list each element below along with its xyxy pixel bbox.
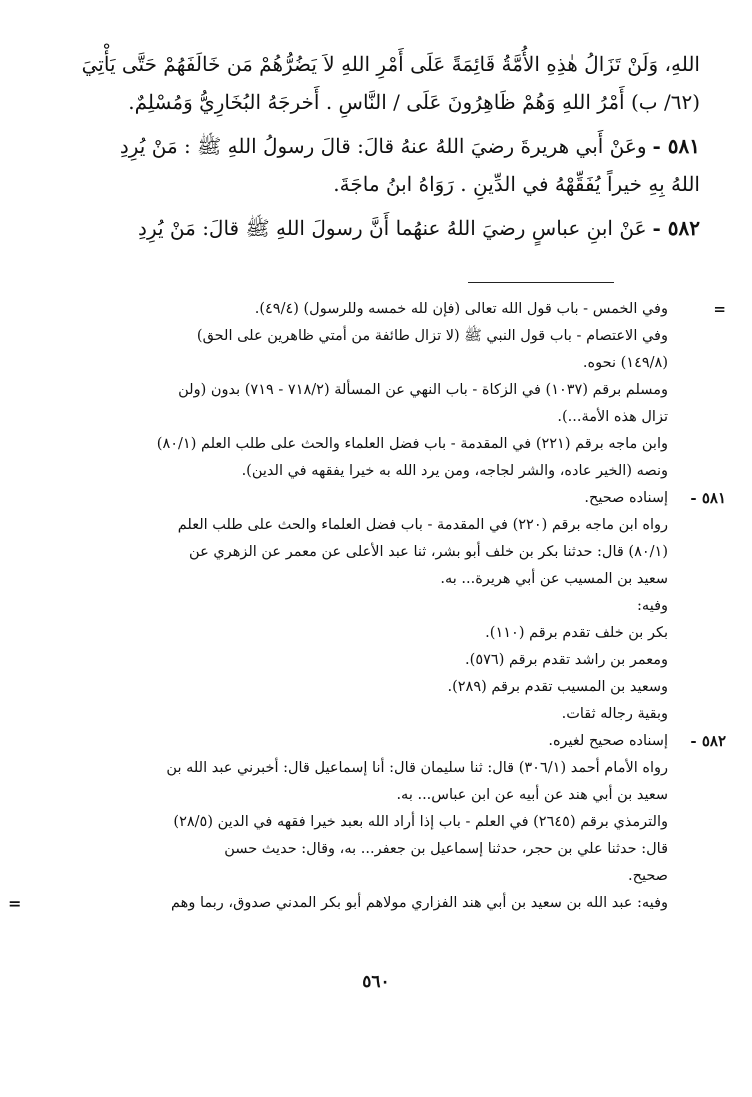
footnote-line: ومعمر بن راشد تقدم برقم (٥٧٦). (465, 652, 668, 668)
footnote-line: إسناده صحيح لغيره. (548, 733, 668, 749)
hadith-number: ٥٨٢ - (652, 216, 700, 240)
footnote-line: (١٤٩/٨) نحوه. (582, 355, 668, 371)
footnote-line: وسعيد بن المسيب تقدم برقم (٢٨٩). (447, 679, 668, 695)
hadith-581 (78, 132, 700, 160)
footnote-line: وبقية رجاله ثقات. (561, 706, 668, 722)
footnote-line: وابن ماجه برقم (٢٢١) في المقدمة - باب فضل العلماء والحث على طلب العلم (٨٠/١) (156, 436, 668, 452)
continuation-mark: = (713, 300, 726, 318)
footnote-line: تزال هذه الأمة...). (557, 409, 668, 425)
footnote-line: سعيد بن أبي هند عن أبيه عن ابن عباس... به. (396, 787, 668, 803)
footnote-number: ٥٨٢ - (690, 732, 726, 750)
footnote-line-text: وفيه: عبد الله بن سعيد بن أبي هند الفزاري مولاهم أبو بكر المدني صدوق، ربما وهم (171, 895, 668, 911)
footnote-line: وفيه: (637, 598, 668, 614)
hadith-582 (78, 214, 700, 242)
footnote-line: صحيح. (627, 868, 668, 884)
page-number: ٥٦٠ (362, 972, 390, 992)
footnote-line: (٨٠/١) قال: حدثنا بكر بن خلف أبو بشر، ثنا عبد الأعلى عن معمر عن الزهري عن (189, 544, 668, 560)
hadith-number: ٥٨١ - (652, 134, 700, 158)
footnote-continuation (48, 296, 726, 485)
footnote-separator (468, 282, 614, 283)
footnote-line: رواه الأمام أحمد (٣٠٦/١) قال: ثنا سليمان قال: أنا إسماعيل قال: أخبرني عبد الله بن (166, 760, 668, 776)
hadith-text: وعَنْ أَبي هريرةَ رضيَ اللهُ عنهُ قالَ: قالَ رسولُ اللهِ ﷺ : مَنْ يُرِدِ (119, 134, 647, 158)
footnote-line: قال: حدثنا علي بن حجر، حدثنا إسماعيل بن جعفر... به، وقال: حديث حسن (224, 841, 668, 857)
main-line: اللهُ بِهِ خيراً يُفَقِّهْهُ في الدِّينِ . رَوَاهُ ابنُ ماجَةَ. (333, 172, 700, 196)
footnotes (8, 296, 726, 917)
footnote-last-line (8, 890, 668, 917)
footnote-line: ومسلم برقم (١٠٣٧) في الزكاة - باب النهي عن المسألة (٧١٨/٢ - ٧١٩) بدون (ولن (178, 382, 668, 398)
footnote-line: إسناده صحيح. (584, 490, 668, 506)
footnote-number: ٥٨١ - (690, 489, 726, 507)
footnote-line: بكر بن خلف تقدم برقم (١١٠). (485, 625, 668, 641)
footnote-line: وفي الاعتصام - باب قول النبي ﷺ (لا تزال طائفة من أمتي ظاهرين على الحق) (196, 328, 668, 344)
footnote-line: سعيد بن المسيب عن أبي هريرة... به. (440, 571, 668, 587)
main-text (78, 50, 700, 252)
footnote-581 (48, 485, 726, 728)
continues-mark: = (8, 894, 22, 913)
footnote-line: والترمذي برقم (٢٦٤٥) في العلم - باب إذا أراد الله بعبد خيرا فقهه في الدين (٢٨/٥) (173, 814, 668, 830)
main-line: (٦٢/ ب) أَمْرُ اللهِ وَهُمْ ظَاهِرُونَ عَلَى / النَّاسِ . أَخرجَهُ البُخَارِيُّ وَمُسْلِمٌ. (128, 90, 700, 114)
footnote-582 (8, 728, 726, 917)
hadith-text: عَنْ ابنِ عباسٍ رضيَ اللهُ عنهُما أَنَّ رسولَ اللهِ ﷺ قالَ: مَنْ يُرِدِ (138, 216, 647, 240)
footnote-line: ونصه (الخير عاده، والشر لجاجه، ومن يرد الله به خيرا يفقهه في الدين). (241, 463, 668, 479)
footnote-line: رواه ابن ماجه برقم (٢٢٠) في المقدمة - باب فضل العلماء والحث على طلب العلم (177, 517, 668, 533)
main-line: اللهِ، وَلَنْ تَزَالُ هٰذِهِ الأُمَّةُ قَائِمَةً عَلَى أَمْرِ اللهِ لاَ يَضُرُّهُمْ مَن خَالَفَهُمْ حَتَّى يَأْتِيَ (81, 52, 700, 76)
footnote-line: وفي الخمس - باب قول الله تعالى (فإن لله خمسه وللرسول) (٤٩/٤). (254, 301, 668, 317)
